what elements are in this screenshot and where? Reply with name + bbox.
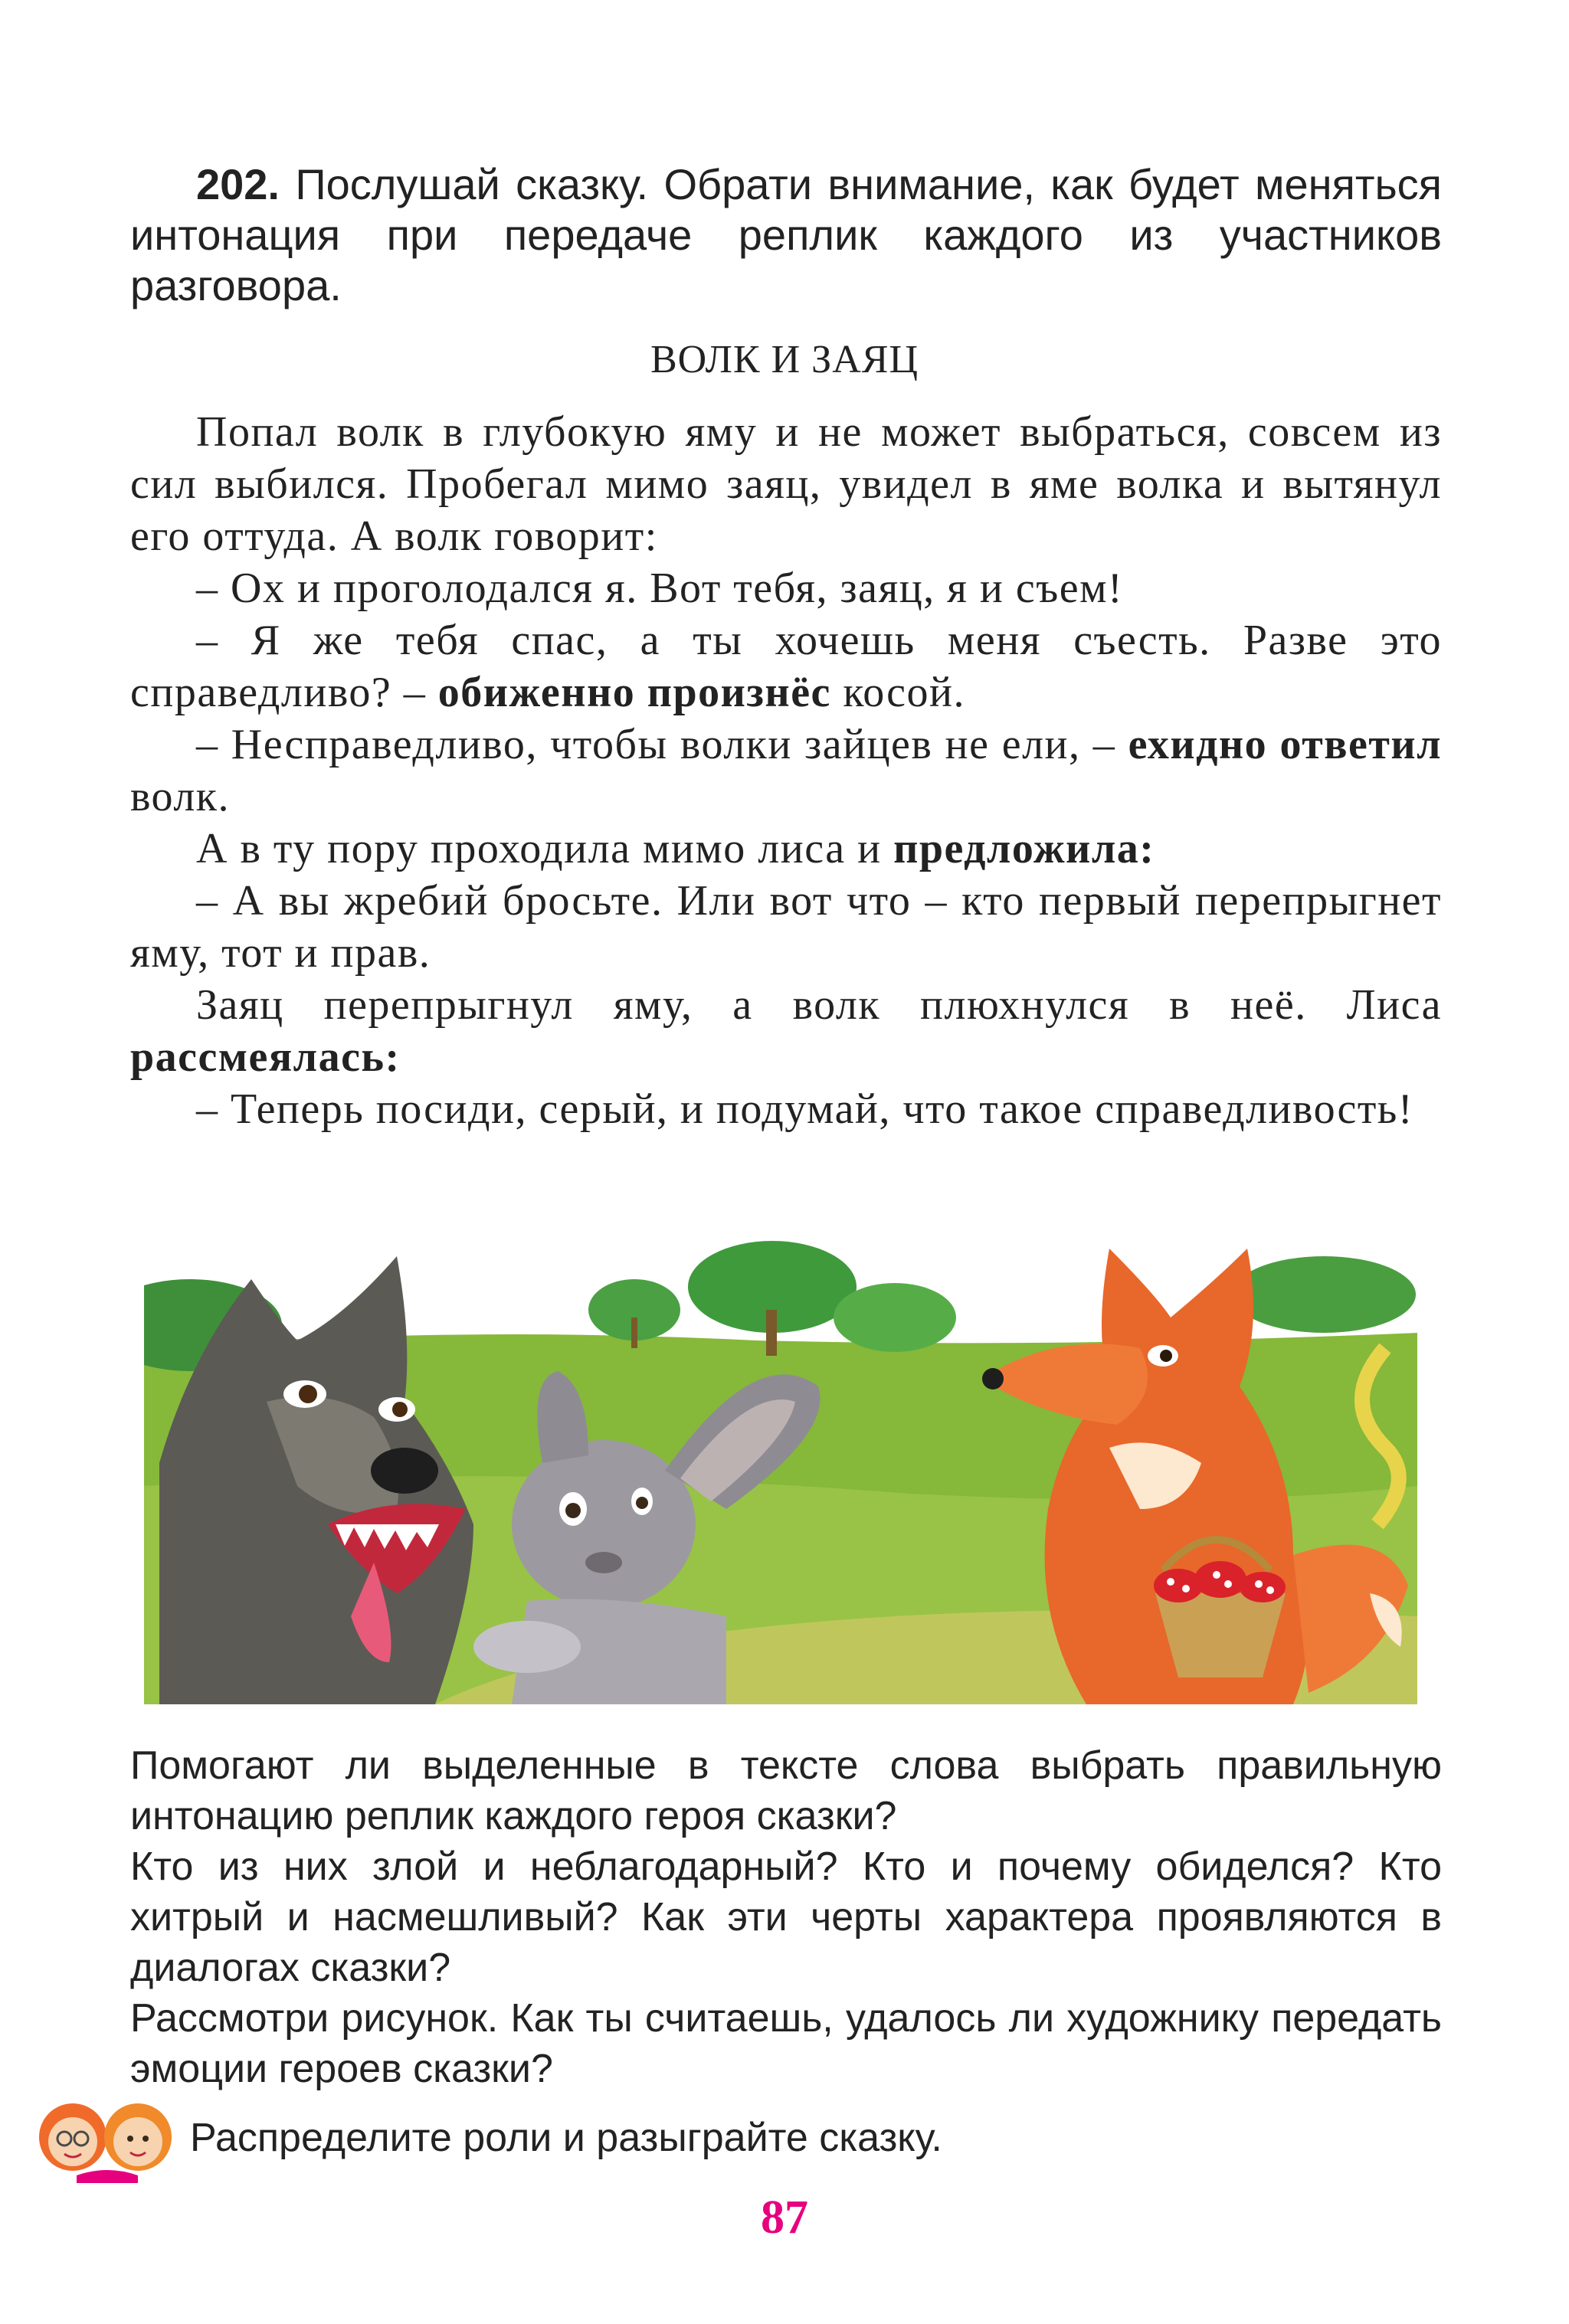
story-paragraph: Попал волк в глубокую яму и не может выбраться, совсем из сил выбился. Пробегал мимо заяц, увидел в яме волка и вытянул его оттуда. А волк говорит:: [130, 408, 1442, 560]
story-fragment: – Несправедливо, чтобы волки зайцев не ели, –: [196, 721, 1128, 768]
story-illustration: [144, 1233, 1417, 1704]
question: Рассмотри рисунок. Как ты считаешь, удалось ли художнику передать эмоции героев сказки?: [130, 1996, 1442, 2091]
question: Кто из них злой и неблагодарный? Кто и почему обиделся? Кто хитрый и насмешливый? Как эти черты характера проявляются в диалогах сказки?: [130, 1844, 1442, 1990]
question: Помогают ли выделенные в тексте слова выбрать правильную интонацию реплик каждого героя сказки?: [130, 1743, 1442, 1838]
pair-work-children-icon: [31, 2091, 184, 2183]
story-fragment: косой.: [830, 669, 966, 716]
story-paragraph: [130, 614, 1442, 718]
story-title: ВОЛК И ЗАЯЦ: [650, 338, 919, 381]
questions: [130, 1740, 1442, 2094]
highlighted-word: предложила:: [893, 825, 1155, 872]
page-number: 87: [761, 2191, 808, 2244]
task-202: [130, 159, 1442, 311]
highlighted-word: обиженно произнёс: [437, 669, 831, 716]
task-number: 202.: [196, 160, 280, 208]
roles-text: Распределите роли и разыграйте сказку.: [190, 2116, 942, 2160]
roles-task: [31, 2091, 1440, 2183]
highlighted-word: ехидно ответил: [1128, 721, 1443, 768]
task-text: Послушай сказку. Обрати внимание, как будет меняться интонация при передаче реплик каждого из участников разговора.: [130, 160, 1442, 309]
story-paragraph: [130, 718, 1442, 823]
story-fragment: Заяц перепрыгнул яму, а волк плюхнулся в неё. Лиса: [196, 981, 1442, 1029]
story-paragraph: – Теперь посиди, серый, и подумай, что такое справедливость!: [196, 1085, 1413, 1133]
story-fragment: А в ту пору проходила мимо лиса и: [196, 825, 894, 872]
story-fragment: – Я же тебя спас, а ты хочешь меня съесть. Разве это справедливо? –: [130, 617, 1442, 716]
story-text: [130, 406, 1442, 1135]
story-paragraph: [130, 823, 1442, 875]
highlighted-word: рассмеялась:: [130, 1033, 401, 1081]
story-paragraph: – А вы жребий бросьте. Или вот что – кто первый перепрыгнет яму, тот и прав.: [130, 877, 1442, 977]
story-paragraph: [130, 979, 1442, 1083]
story-paragraph: – Ох и проголодался я. Вот тебя, заяц, я и съем!: [196, 565, 1124, 612]
story-fragment: волк.: [130, 773, 230, 820]
